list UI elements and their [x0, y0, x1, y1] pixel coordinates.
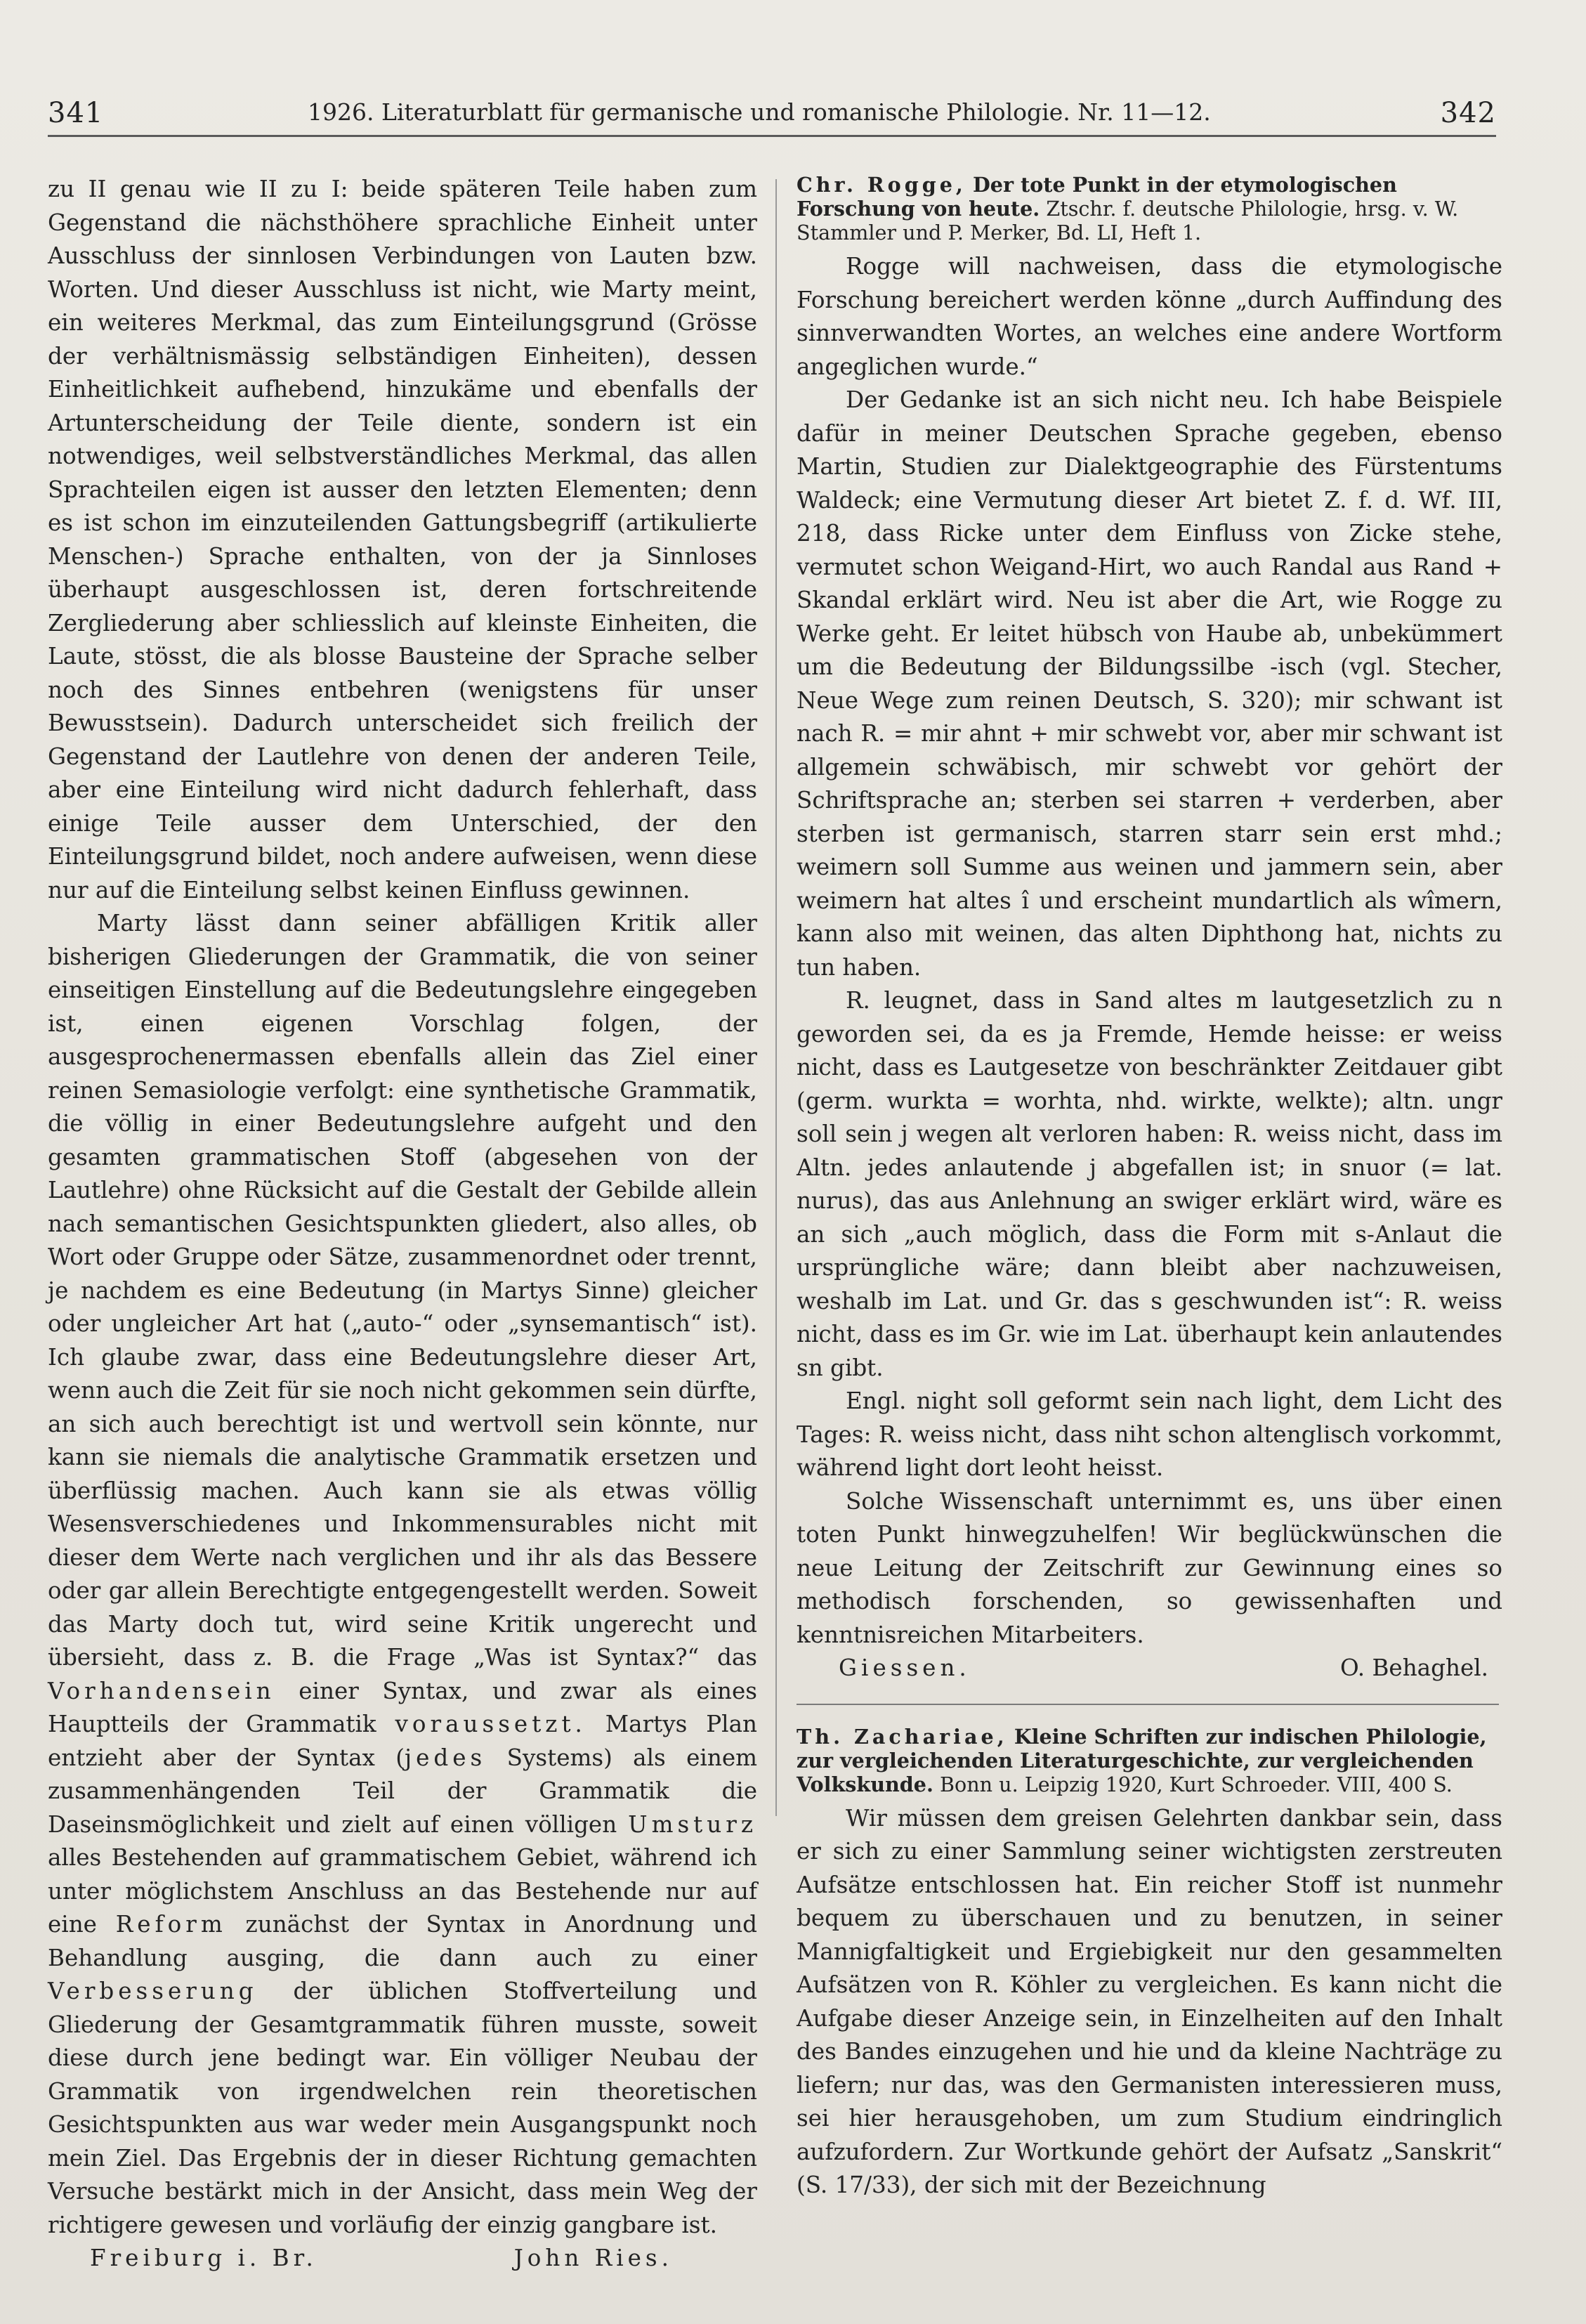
page-number-right: 342: [1440, 97, 1496, 129]
left-paragraph-2-tail-c: Systems) als einem zusammenhängenden Teil der Grammatik die Daseinsmöglichkeit und zielt auf einen völligen: [48, 1744, 757, 1838]
review-2-heading: [797, 1725, 1502, 1796]
column-divider: [775, 179, 777, 1816]
spaced-verbesserung: Verbesserung: [48, 1978, 258, 2004]
spaced-umsturz: Umsturz: [628, 1810, 757, 1838]
left-paragraph-2-tail-f: der üblichen Stoffverteilung und Gliederung der Gesamtgrammatik führen musste, soweit diese durch jene bedingt war. Ein völliger Neubau der Grammatik von irgendwelchen rein theoretischen Gesichtspunkten aus war weder mein Ausgangspunkt noch mein Ziel. Das Ergebnis der in dieser Richtung gemachten Versuche bestärkt mich in der Ansicht, dass mein Weg der richtigere gewesen und vorläufig der einzig gangbare ist.: [48, 1978, 757, 2238]
review-1-paragraph-5: Solche Wissenschaft unternimmt es, uns über einen toten Punkt hinwegzuhelfen! Wir beglückwünschen die neue Leitung der Zeitschrift zur Gewinnung eines so methodisch forschenden, so gewissenhaften und kenntnisreichen Mitarbeiters.: [797, 1487, 1502, 1648]
review-1-heading: [797, 173, 1502, 244]
page-header: [48, 93, 1496, 142]
left-paragraph-2-tail-e: zunächst der Syntax in Anordnung und Behandlung ausging, die dann auch zu einer: [48, 1911, 758, 1971]
review-2-details: Bonn u. Leipzig 1920, Kurt Schroeder. VIII, 400 S.: [940, 1772, 1453, 1796]
review-1-paragraph-3: R. leugnet, dass in Sand altes m lautgesetzlich zu n geworden sei, da es ja Fremde, Hemde heisse: er weiss nicht, dass es Lautgesetze von beschränkter Zeitdauer gibt (germ. wurkta = worhta, nhd. wirkte, welkte); altn. ungr soll sein j wegen alt verloren haben: R. weiss nicht, dass im Altn. jedes anlautende j abgefallen ist; in snuor (= lat. nurus), das aus Anlehnung an swiger erklärt wird, wäre es an sich „auch möglich, dass die Form mit s-Anlaut die ursprüngliche wäre; dann bleibt aber nachzuweisen, weshalb im Lat. und Gr. das s geschwunden ist“: R. weiss nicht, dass es im Gr. wie im Lat. überhaupt kein anlautendes sn gibt.: [797, 987, 1502, 1381]
review-1-author: Chr. Rogge,: [797, 173, 966, 197]
spaced-jedes: jedes: [405, 1744, 487, 1771]
page-number-left: 341: [48, 97, 104, 129]
left-paragraph-2-tail-b: Martys Plan entzieht aber der Syntax (: [48, 1711, 757, 1771]
review-1-place: Giessen.: [839, 1654, 971, 1681]
left-signature-row: [48, 2242, 757, 2276]
right-column: [797, 173, 1502, 2202]
left-paragraph-2-main: Marty lässt dann seiner abfälligen Kritik aller bisherigen Gliederungen der Grammatik, die von seiner einseitigen Einstellung auf die Bedeutungslehre eingegeben ist, einen eigenen Vorschlag folgen, der ausgesprochenermassen ebenfalls allein das Ziel einer reinen Semasiologie verfolgt: eine synthetische Grammatik, die völlig in einer Bedeutungslehre aufgeht und den gesamten grammatischen Stoff (abgesehen von der Lautlehre) ohne Rücksicht auf die Gestalt der Gebilde allein nach semantischen Gesichtspunkten gliedert, also alles, ob Wort oder Gruppe oder Sätze, zusammenordnet oder trennt, je nachdem es eine Bedeutung (in Martys Sinne) gleicher oder ungleicher Art hat („auto-“ oder „synsemantisch“ ist). Ich glaube zwar, dass eine Bedeutungslehre dieser Art, wenn auch die Zeit für sie noch nicht gekommen sein dürfte, an sich auch berechtigt ist und wertvoll sein könnte, nur kann sie niemals die analytische Grammatik ersetzen und überflüssig machen. Auch kann sie als etwas völlig Wesensverschiedenes und Inkommensurables nicht mit dieser dem Werte nach verglichen und ihr als das Bessere oder gar allein Berechtigte entgegengestellt werden. Soweit das Marty doch tut, wird seine Kritik ungerecht und übersieht, dass z. B. die Frage „Was ist Syntax?“ das: [48, 910, 757, 1671]
spaced-voraussetzt: voraussetzt.: [395, 1711, 586, 1737]
review-1-signature: O. Behaghel.: [1339, 1654, 1488, 1681]
spaced-vorhandensein: Vorhandensein: [48, 1677, 275, 1704]
left-place: Freiburg i. Br.: [90, 2245, 317, 2271]
review-1-paragraph-2: Der Gedanke ist an sich nicht neu. Ich habe Beispiele dafür in meiner Deutschen Sprache gegeben, ebenso Martin, Studien zur Dialektgeographie des Fürstentums Waldeck; eine Vermutung dieser Art bietet Z. f. d. Wf. III, 218, dass Ricke unter dem Einfluss von Zicke stehe, vermutet schon Weigand-Hirt, wo auch Randal aus Rand + Skandal erklärt wird. Neu ist aber die Art, wie Rogge zu Werke geht. Er leitet hübsch von Haube ab, unbekümmert um die Bedeutung der Bildungssilbe -isch (vgl. Stecher, Neue Wege zum reinen Deutsch, S. 320); mir schwant ist nach R. = mir ahnt + mir schwebt vor, aber mir schwant ist allgemein schwäbisch, mir schwebt vor gehört der Schriftsprache an; sterben sei starren + verderben, aber sterben ist germanisch, starren starr sein erst mhd.; weimern soll Summe aus weinen und jammern sein, aber weimern hat altes î und erscheint mundartlich als wîmern, kann also mit weinen, das alten Diphthong hat, nichts zu tun haben.: [797, 386, 1502, 981]
review-1-title: Der tote Punkt in der etymologischen Forschung von heute.: [797, 173, 1397, 221]
left-column: [48, 173, 757, 2276]
left-paragraph-2: [48, 907, 757, 2242]
running-head: 1926. Literaturblatt für germanische und romanische Philologie. Nr. 11—12.: [308, 98, 1211, 126]
spaced-reform: Reform: [115, 1911, 227, 1938]
spacer: [797, 244, 1502, 250]
review-1-signature-row: [797, 1652, 1502, 1685]
left-author-signature: John Ries.: [513, 2245, 673, 2271]
left-paragraph-2-tail-a: einer Syntax, und zwar als eines Hauptteils der Grammatik: [48, 1677, 757, 1737]
left-paragraph-2-tail-d: alles Bestehenden auf grammatischem Gebiet, während ich unter möglichstem Anschluss an das Bestehende nur auf eine: [48, 1844, 757, 1938]
review-1-details: Ztschr. f. deutsche Philologie, hrsg. v. W. Stammler und P. Merker, Bd. LI, Heft 1.: [797, 197, 1459, 244]
review-2-title: Kleine Schriften zur indischen Philologie, zur vergleichenden Literaturgeschichte, zur vergleichenden Volkskunde.: [797, 1724, 1487, 1796]
review-1-paragraph-1: Rogge will nachweisen, dass die etymologische Forschung bereichert werden könne „durch Auffindung des sinnverwandten Wortes, an welches eine andere Wortform angeglichen wurde.“: [797, 253, 1502, 380]
spacer: [797, 1796, 1502, 1802]
review-2-paragraph-1: Wir müssen dem greisen Gelehrten dankbar sein, dass er sich zu einer Sammlung seiner wichtigsten zerstreuten Aufsätze entschlossen hat. Ein reicher Stoff ist nunmehr bequem zu überschauen und zu benutzen, in seiner Mannigfaltigkeit und Ergiebigkeit nur den gesammelten Aufsätzen von R. Köhler zu vergleichen. Es kann nicht die Aufgabe dieser Anzeige sein, in Einzelheiten auf den Inhalt des Bandes einzugehen und hie und da kleine Nachträge zu liefern; nur das, was den Germanisten interessieren muss, sei hier herausgehoben, um zum Studium eindringlich aufzufordern. Zur Wortkunde gehört der Aufsatz „Sanskrit“ (S. 17/33), der sich mit der Bezeichnung: [797, 1804, 1502, 2198]
review-1-paragraph-4: Engl. night soll geformt sein nach light, dem Licht des Tages: R. weiss nicht, dass niht schon altenglisch vorkommt, während light dort leoht heisst.: [797, 1388, 1502, 1481]
section-rule: [797, 1704, 1499, 1705]
header-rule: [48, 135, 1496, 137]
left-paragraph-1: zu II genau wie II zu I: beide späteren Teile haben zum Gegenstand die nächsthöhere sprachliche Einheit unter Ausschluss der sinnlosen Verbindungen von Lauten bzw. Worten. Und dieser Ausschluss ist nicht, wie Marty meint, ein weiteres Merkmal, das zum Einteilungsgrund (Grösse der verhältnismässig selbständigen Einheiten), dessen Einheitlichkeit aufhebend, hinzukäme und ebenfalls der Artunterscheidung der Teile diente, sondern ist ein notwendiges, weil selbstverständliches Merkmal, das allen Sprachteilen eigen ist ausser den letzten Elementen; denn es ist schon im einzuteilenden Gattungsbegriff (artikulierte Menschen-) Sprache enthalten, von der ja Sinnloses überhaupt ausgeschlossen ist, deren fortschreitende Zergliederung aber schliesslich auf kleinste Einheiten, die Laute, stösst, die als blosse Bausteine der Sprache selber noch des Sinnes entbehren (wenigstens für unser Bewusstsein). Dadurch unterscheidet sich freilich der Gegenstand der Lautlehre von denen der anderen Teile, aber eine Einteilung wird nicht dadurch fehlerhaft, dass einige Teile ausser dem Unterschied, der den Einteilungsgrund bildet, noch andere aufweisen, wenn diese nur auf die Einteilung selbst keinen Einfluss gewinnen.: [48, 176, 757, 903]
review-2-author: Th. Zachariae,: [797, 1724, 1008, 1749]
